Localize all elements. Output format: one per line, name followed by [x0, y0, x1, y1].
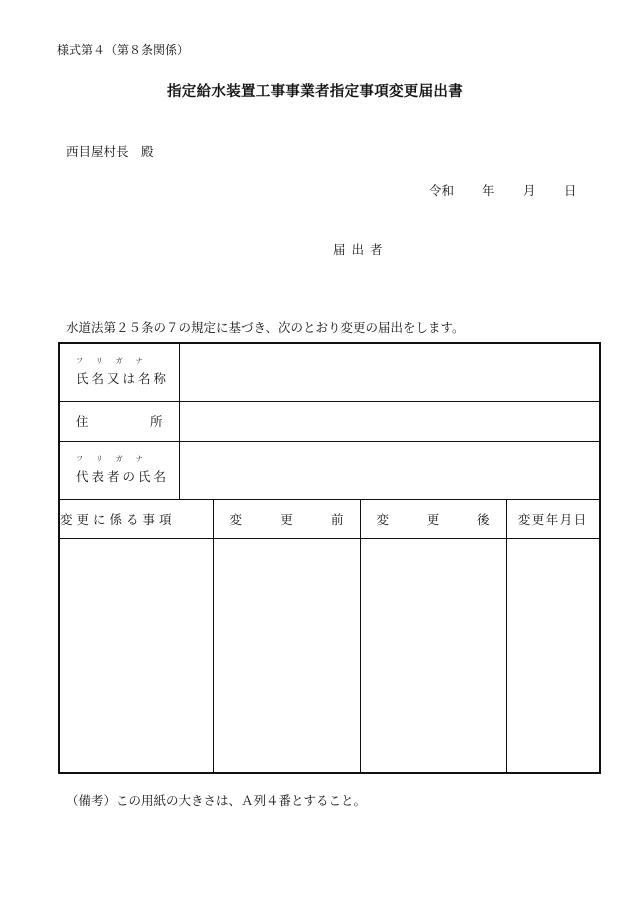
- header-change-item: 変更に係る事項: [59, 499, 213, 538]
- change-form-table: [58, 342, 601, 774]
- name-label: 氏名又は名称: [76, 371, 170, 387]
- name-label-cell: [59, 343, 179, 401]
- header-after-char-3: 後: [476, 511, 490, 527]
- header-before-char-1: 変: [229, 511, 243, 527]
- header-after-char-2: 更: [426, 511, 440, 527]
- header-before-char-3: 前: [330, 511, 344, 527]
- representative-furigana: フリガナ: [76, 455, 156, 463]
- row-name: [59, 343, 600, 401]
- address-input[interactable]: [179, 401, 600, 441]
- address-label-char-1: 住: [76, 414, 89, 429]
- header-change-date: 変更年月日: [506, 499, 600, 538]
- date-year-label: 年: [482, 183, 495, 198]
- date-era: 令和: [429, 183, 455, 198]
- date-month-label: 月: [523, 183, 536, 198]
- change-before-input[interactable]: [213, 538, 360, 773]
- change-header-row: [59, 499, 600, 538]
- header-after-char-1: 変: [376, 511, 390, 527]
- name-furigana: フリガナ: [76, 357, 156, 366]
- date-day-label: 日: [564, 183, 577, 198]
- row-representative: [59, 441, 600, 499]
- name-input[interactable]: [179, 343, 600, 401]
- header-before-char-2: 更: [280, 511, 293, 527]
- remarks-note: （備考）この用紙の大きさは、Ａ列４番とすること。: [66, 793, 367, 808]
- address-label-char-2: 所: [149, 414, 163, 429]
- representative-input[interactable]: [179, 441, 600, 499]
- addressee: 西目屋村長 殿: [66, 144, 154, 159]
- change-date-input[interactable]: [506, 538, 600, 773]
- change-after-input[interactable]: [360, 538, 506, 773]
- intro-text: 水道法第２５条の７の規定に基づき、次のとおり変更の届出をします。: [66, 320, 465, 335]
- representative-label: 代表者の氏名: [76, 469, 170, 484]
- change-body-row: [59, 538, 600, 773]
- change-item-input[interactable]: [59, 538, 213, 773]
- header-after: [360, 499, 506, 538]
- notifier-label: 届出者: [333, 242, 389, 257]
- address-label-cell: [59, 401, 179, 441]
- representative-label-cell: [59, 441, 179, 499]
- document-title: 指定給水装置工事事業者指定事項変更届出書: [167, 83, 463, 100]
- header-before: [213, 499, 360, 538]
- row-address: [59, 401, 600, 441]
- form-number: 様式第４（第８条関係）: [57, 43, 190, 57]
